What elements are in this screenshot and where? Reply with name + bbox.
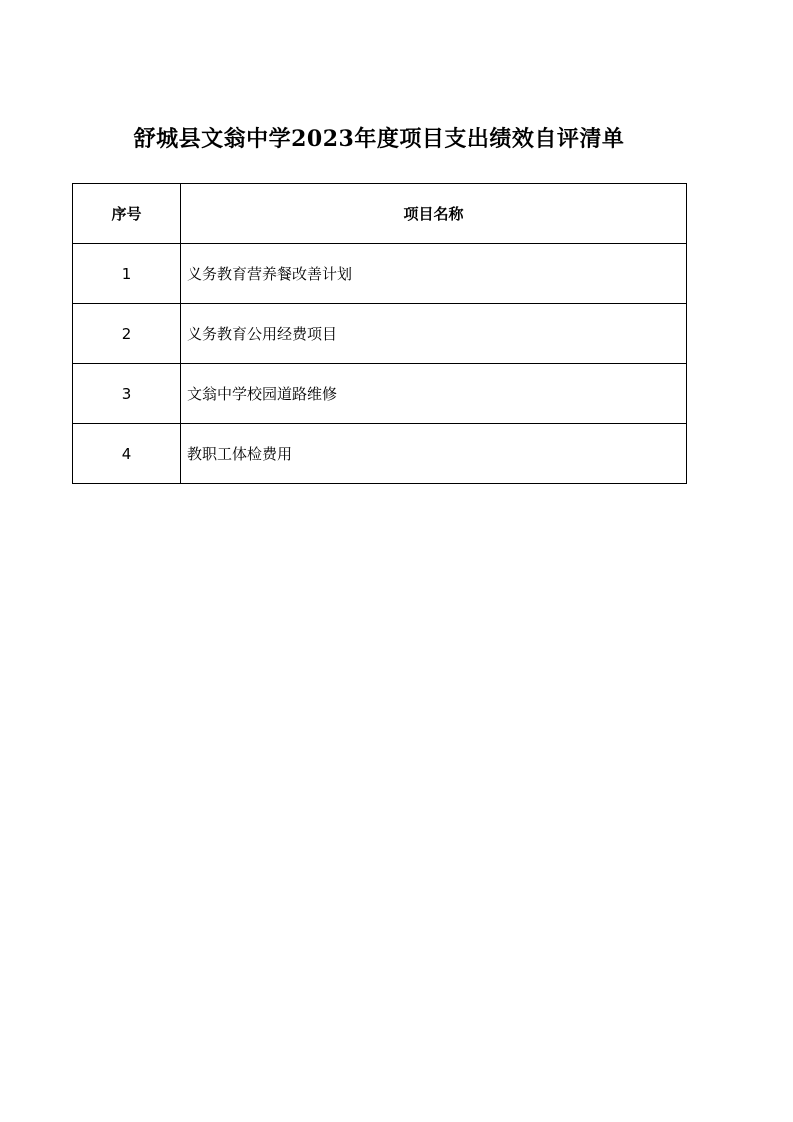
table-row — [73, 364, 687, 424]
project-name-cell: 义务教育营养餐改善计划 — [181, 244, 687, 304]
row-index-cell: 2 — [73, 304, 181, 364]
project-list-table — [72, 183, 687, 484]
document-title: 舒城县文翁中学2023年度项目支出绩效自评清单 — [133, 126, 625, 152]
project-name-cell: 义务教育公用经费项目 — [181, 304, 687, 364]
row-index-cell: 4 — [73, 424, 181, 484]
table-row — [73, 304, 687, 364]
column-header-index: 序号 — [73, 184, 181, 244]
row-index-cell: 3 — [73, 364, 181, 424]
table-row — [73, 244, 687, 304]
row-index-cell: 1 — [73, 244, 181, 304]
column-header-project-name: 项目名称 — [181, 184, 687, 244]
project-name-cell: 教职工体检费用 — [181, 424, 687, 484]
table-row — [73, 424, 687, 484]
project-name-cell: 文翁中学校园道路维修 — [181, 364, 687, 424]
table-header-row — [73, 184, 687, 244]
